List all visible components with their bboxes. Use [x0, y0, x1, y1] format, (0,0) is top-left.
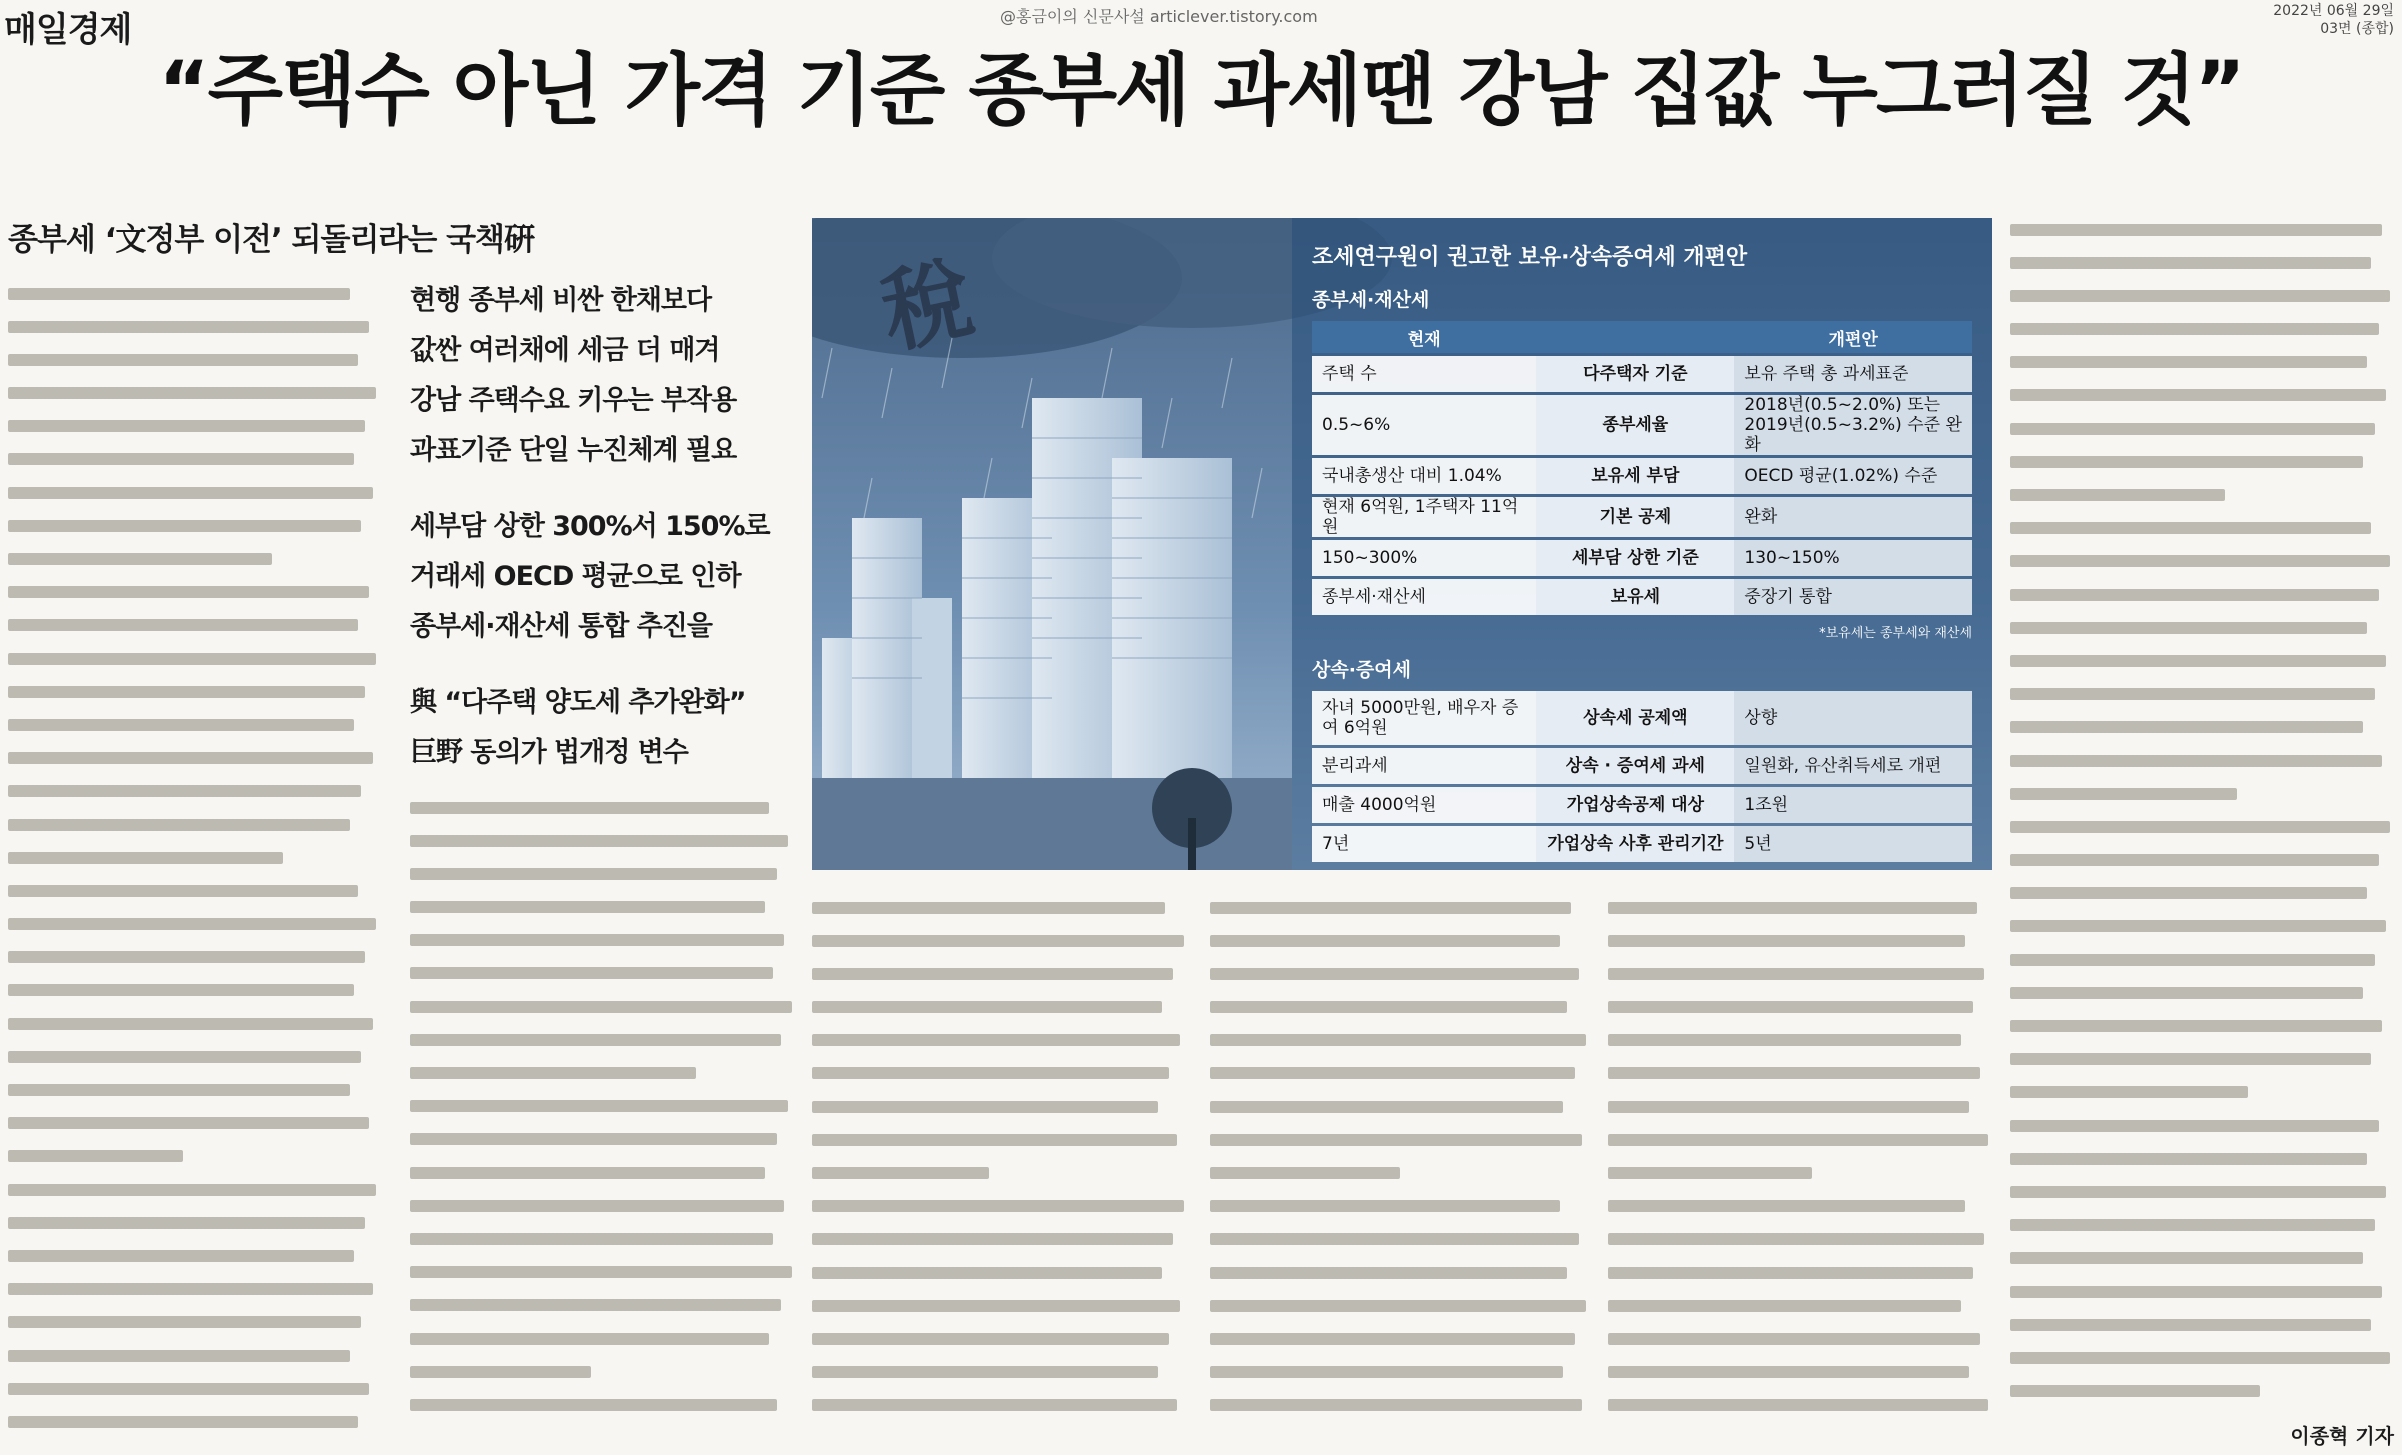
table-row [1312, 395, 1972, 455]
cell-item: 상속 · 증여세 과세 [1536, 748, 1734, 784]
body-text-line [410, 1321, 796, 1354]
infobox-section-2-title: 상속·증여세 [1312, 659, 1411, 681]
body-text-line [8, 707, 380, 740]
cell-proposal: 완화 [1734, 497, 1972, 537]
body-text-line [812, 890, 1188, 923]
table-row [1312, 691, 1972, 745]
infobox [1292, 218, 1992, 870]
cell-current: 국내총생산 대비 1.04% [1312, 458, 1536, 494]
body-text-line [1608, 1355, 1992, 1388]
cell-current: 매출 4000억원 [1312, 787, 1536, 823]
body-text-line [8, 1404, 380, 1437]
deck-line: 값싼 여러채에 세금 더 매겨 [410, 335, 720, 366]
body-text-line [8, 674, 380, 707]
article-column-5 [1608, 890, 1992, 1450]
cell-proposal: OECD 평균(1.02%) 수준 [1734, 458, 1972, 494]
cell-item: 다주택자 기준 [1536, 356, 1734, 392]
cell-item: 보유세 부담 [1536, 458, 1734, 494]
body-text-line [410, 790, 796, 823]
body-text-line [812, 1388, 1188, 1421]
body-text-line [2010, 1340, 2394, 1373]
header-proposal: 개편안 [1734, 321, 1972, 353]
tax-character-sign: 稅 [871, 244, 982, 368]
body-text-line [8, 1106, 380, 1139]
body-text-line [8, 1172, 380, 1205]
cell-current: 7년 [1312, 826, 1536, 862]
table-row [1312, 497, 1972, 537]
body-text-line [410, 1155, 796, 1188]
body-text-line [410, 823, 796, 856]
deck-line: 巨野 동의가 법개정 변수 [410, 737, 688, 768]
byline: 이종혁 기자 [2290, 1424, 2394, 1448]
body-text-line [1210, 1089, 1590, 1122]
cell-item: 상속세 공제액 [1536, 691, 1734, 745]
body-text-line [2010, 1075, 2394, 1108]
cell-proposal: 5년 [1734, 826, 1972, 862]
cell-proposal: 일원화, 유산취득세로 개편 [1734, 748, 1972, 784]
body-text-line [1210, 1023, 1590, 1056]
body-text-line [2010, 776, 2394, 809]
cell-proposal: 상향 [1734, 691, 1972, 745]
deck-line: 與 “다주택 양도세 추가완화” [410, 687, 746, 718]
body-text-line [1608, 1023, 1992, 1056]
body-text-line [2010, 1274, 2394, 1307]
body-text-line [1210, 1222, 1590, 1255]
body-text-line [410, 1056, 796, 1089]
deck-line: 거래세 OECD 평균으로 인하 [410, 561, 741, 592]
table-row [1312, 787, 1972, 823]
body-text-line [1210, 1156, 1590, 1189]
body-text-line [2010, 212, 2394, 245]
body-text-line [2010, 677, 2394, 710]
body-text-line [2010, 809, 2394, 842]
table-row [1312, 356, 1972, 392]
body-text-line [812, 1355, 1188, 1388]
cell-proposal: 중장기 통합 [1734, 579, 1972, 615]
article-column-1 [8, 276, 380, 1451]
body-text-line [1210, 1355, 1590, 1388]
page-number: 03면 (종합) [2320, 21, 2394, 37]
body-text-line [2010, 876, 2394, 909]
body-text-line [1210, 1189, 1590, 1222]
deck-group-2 [410, 502, 800, 652]
body-text-line [2010, 378, 2394, 411]
body-text-line [1608, 890, 1992, 923]
article-column-6 [2010, 212, 2394, 1412]
deck-group-1 [410, 276, 800, 476]
deck-line: 세부담 상한 300%서 150%로 [410, 511, 770, 542]
body-text-line [8, 741, 380, 774]
infobox-title: 조세연구원이 권고한 보유·상속증여세 개편안 [1312, 245, 1748, 270]
body-text-line [812, 1156, 1188, 1189]
body-text-line [812, 1222, 1188, 1255]
body-text-line [812, 1288, 1188, 1321]
cell-current: 주택 수 [1312, 356, 1536, 392]
body-text-line [8, 1139, 380, 1172]
body-text-line [2010, 643, 2394, 676]
cell-item: 종부세율 [1536, 395, 1734, 455]
article-column-4 [1210, 890, 1590, 1450]
body-text-line [1608, 1222, 1992, 1255]
body-text-line [812, 1056, 1188, 1089]
table-row [1312, 826, 1972, 862]
body-text-line [410, 1188, 796, 1221]
body-text-line [410, 956, 796, 989]
body-text-line [1608, 1122, 1992, 1155]
body-text-line [1210, 890, 1590, 923]
body-text-line [2010, 278, 2394, 311]
table-row [1312, 540, 1972, 576]
body-text-line [410, 856, 796, 889]
body-text-line [8, 1305, 380, 1338]
subtitle: 종부세 ‘文정부 이전’ 되돌리라는 국책硏 [8, 222, 534, 258]
header-current: 현재 [1312, 321, 1536, 353]
body-text-line [410, 989, 796, 1022]
body-text-line [1608, 1089, 1992, 1122]
body-text-line [8, 542, 380, 575]
article-column-3 [812, 890, 1188, 1450]
cell-current: 0.5~6% [1312, 395, 1536, 455]
source-watermark: @홍금이의 신문사설 articlever.tistory.com [1000, 7, 1318, 26]
cell-item: 기본 공제 [1536, 497, 1734, 537]
body-text-line [2010, 1241, 2394, 1274]
infobox-footnote: *보유세는 종부세와 재산세 [1819, 626, 1972, 641]
body-text-line [812, 1321, 1188, 1354]
table-row [1312, 458, 1972, 494]
body-text-line [2010, 975, 2394, 1008]
header-item [1536, 321, 1734, 353]
body-text-line [8, 973, 380, 1006]
body-text-line [8, 840, 380, 873]
dateline [2273, 2, 2394, 38]
body-text-line [8, 1272, 380, 1305]
body-text-line [2010, 577, 2394, 610]
body-text-line [410, 890, 796, 923]
body-text-line [8, 774, 380, 807]
body-text-line [410, 1387, 796, 1420]
deck-headlines [410, 276, 800, 804]
body-text-line [812, 990, 1188, 1023]
body-text-line [1608, 923, 1992, 956]
body-text-line [8, 1073, 380, 1106]
body-text-line [1608, 1255, 1992, 1288]
deck-line: 강남 주택수요 키우는 부작용 [410, 385, 737, 416]
body-text-line [2010, 743, 2394, 776]
body-text-line [1608, 990, 1992, 1023]
headline: “주택수 아닌 가격 기준 종부세 과세땐 강남 집값 누그러질 것” [158, 46, 2244, 136]
body-text-line [410, 1288, 796, 1321]
body-text-line [2010, 1208, 2394, 1241]
body-text-line [8, 641, 380, 674]
body-text-line [812, 1023, 1188, 1056]
body-text-line [2010, 909, 2394, 942]
cell-item: 가업상속 사후 관리기간 [1536, 826, 1734, 862]
body-text-line [410, 1354, 796, 1387]
body-text-line [8, 442, 380, 475]
body-text-line [1608, 1321, 1992, 1354]
body-text-line [8, 807, 380, 840]
body-text-line [812, 923, 1188, 956]
body-text-line [2010, 411, 2394, 444]
body-text-line [8, 342, 380, 375]
body-text-line [1210, 1388, 1590, 1421]
body-text-line [1608, 1056, 1992, 1089]
body-text-line [2010, 312, 2394, 345]
body-text-line [2010, 1174, 2394, 1207]
body-text-line [410, 1022, 796, 1055]
body-text-line [1210, 1288, 1590, 1321]
body-text-line [1210, 1056, 1590, 1089]
body-text-line [812, 1255, 1188, 1288]
cell-proposal: 130~150% [1734, 540, 1972, 576]
deck-group-3 [410, 678, 800, 778]
body-text-line [8, 276, 380, 309]
table-row [1312, 748, 1972, 784]
body-text-line [2010, 1108, 2394, 1141]
body-text-line [1608, 1156, 1992, 1189]
body-text-line [1608, 1388, 1992, 1421]
body-text-line [812, 1189, 1188, 1222]
body-text-line [410, 1089, 796, 1122]
table-header-row [1312, 321, 1972, 353]
body-text-line [8, 1006, 380, 1039]
deck-line: 종부세·재산세 통합 추진을 [410, 611, 712, 642]
body-text-line [1210, 1321, 1590, 1354]
inheritance-tax-table [1312, 688, 1972, 865]
body-text-line [8, 475, 380, 508]
cell-current: 분리과세 [1312, 748, 1536, 784]
body-text-line [2010, 345, 2394, 378]
body-text-line [1210, 1122, 1590, 1155]
article-column-2 [410, 790, 796, 1450]
body-text-line [812, 956, 1188, 989]
body-text-line [1210, 923, 1590, 956]
cell-current: 150~300% [1312, 540, 1536, 576]
body-text-line [812, 1089, 1188, 1122]
cell-proposal: 2018년(0.5~2.0%) 또는 2019년(0.5~3.2%) 수준 완화 [1734, 395, 1972, 455]
body-text-line [2010, 444, 2394, 477]
body-text-line [8, 376, 380, 409]
body-text-line [1210, 1255, 1590, 1288]
publish-date: 2022년 06월 29일 [2273, 3, 2394, 19]
body-text-line [8, 907, 380, 940]
body-text-line [2010, 478, 2394, 511]
body-text-line [8, 1238, 380, 1271]
infobox-section-1-title: 종부세·재산세 [1312, 289, 1430, 311]
body-text-line [2010, 843, 2394, 876]
body-text-line [2010, 1374, 2394, 1407]
body-text-line [2010, 511, 2394, 544]
body-text-line [410, 1122, 796, 1155]
body-text-line [8, 508, 380, 541]
body-text-line [2010, 942, 2394, 975]
body-text-line [1210, 990, 1590, 1023]
body-text-line [8, 608, 380, 641]
cell-item: 보유세 [1536, 579, 1734, 615]
body-text-line [410, 923, 796, 956]
body-text-line [2010, 1307, 2394, 1340]
body-text-line [8, 1371, 380, 1404]
body-text-line [8, 1338, 380, 1371]
body-text-line [2010, 1141, 2394, 1174]
body-text-line [8, 873, 380, 906]
deck-line: 과표기준 단일 누진체계 필요 [410, 435, 737, 466]
body-text-line [8, 575, 380, 608]
body-text-line [812, 1122, 1188, 1155]
cell-current: 자녀 5000만원, 배우자 증여 6억원 [1312, 691, 1536, 745]
holding-tax-table [1312, 318, 1972, 618]
cell-proposal: 1조원 [1734, 787, 1972, 823]
deck-line: 현행 종부세 비싼 한채보다 [410, 285, 712, 316]
paper-name: 매일경제 [4, 10, 132, 50]
body-text-line [8, 940, 380, 973]
cell-current: 현재 6억원, 1주택자 11억원 [1312, 497, 1536, 537]
cell-current: 종부세·재산세 [1312, 579, 1536, 615]
body-text-line [1608, 1189, 1992, 1222]
table-row [1312, 579, 1972, 615]
body-text-line [1210, 956, 1590, 989]
body-text-line [8, 409, 380, 442]
body-text-line [1608, 956, 1992, 989]
body-text-line [410, 1255, 796, 1288]
cell-item: 세부담 상한 기준 [1536, 540, 1734, 576]
body-text-line [8, 1039, 380, 1072]
body-text-line [2010, 610, 2394, 643]
body-text-line [2010, 710, 2394, 743]
body-text-line [8, 1205, 380, 1238]
body-text-line [2010, 245, 2394, 278]
body-text-line [410, 1221, 796, 1254]
body-text-line [2010, 1009, 2394, 1042]
body-text-line [2010, 544, 2394, 577]
body-text-line [2010, 1042, 2394, 1075]
body-text-line [8, 309, 380, 342]
cell-item: 가업상속공제 대상 [1536, 787, 1734, 823]
body-text-line [1608, 1288, 1992, 1321]
cell-proposal: 보유 주택 총 과세표준 [1734, 356, 1972, 392]
